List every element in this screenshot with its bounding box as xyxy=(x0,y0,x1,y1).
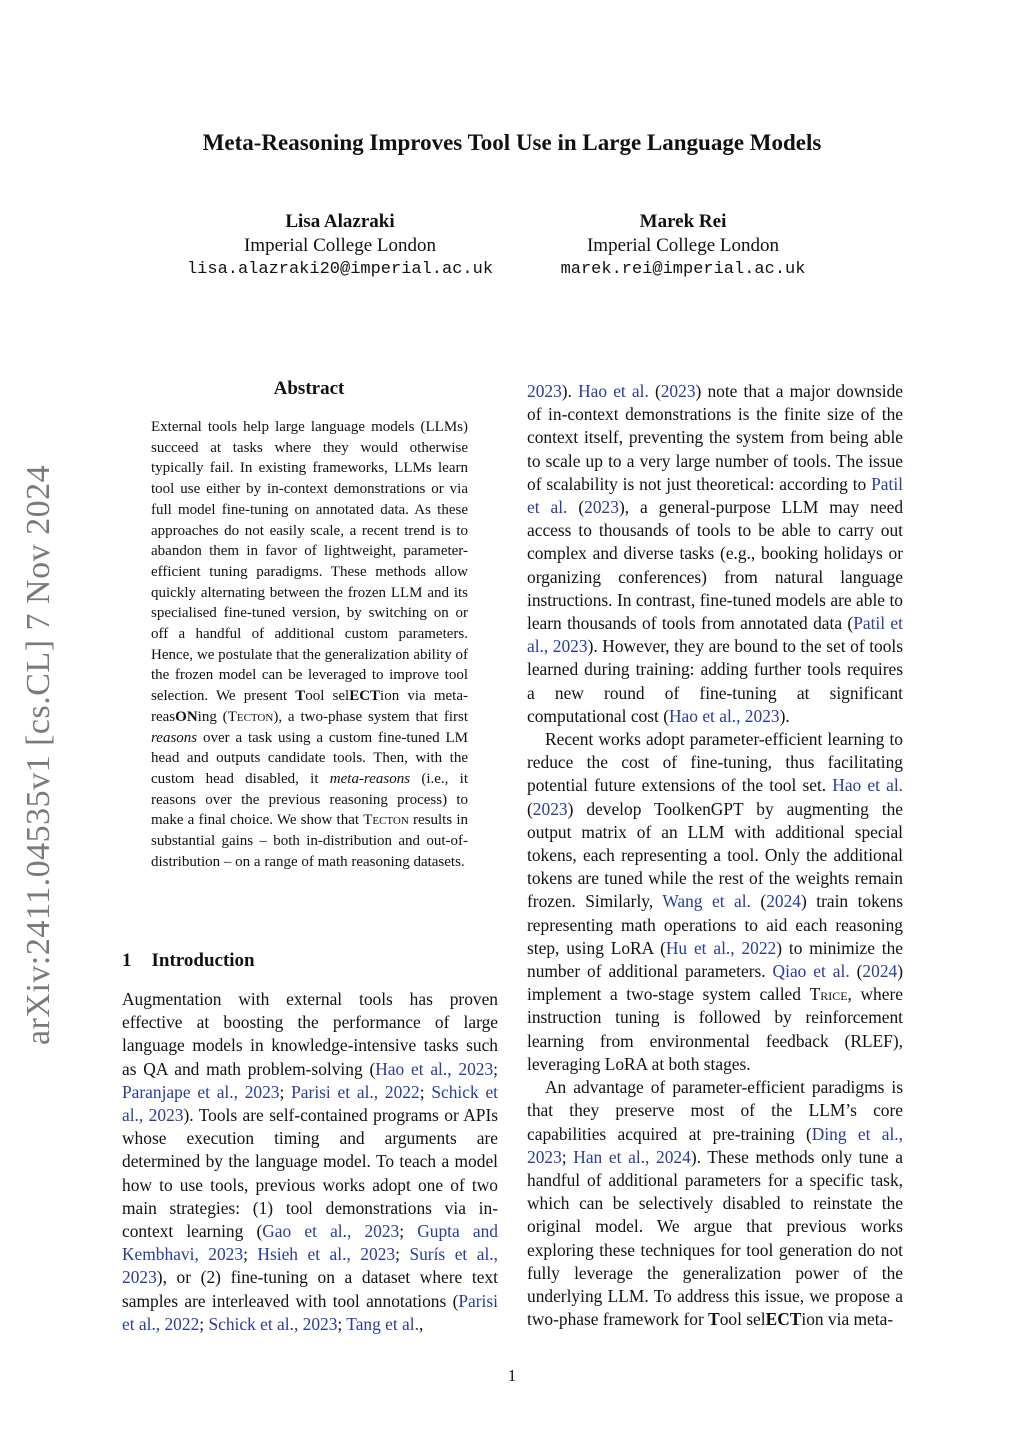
citation-link[interactable]: Hao et al., 2023 xyxy=(669,705,780,726)
citation-link[interactable]: Parisi et al., 2022 xyxy=(122,1290,498,1334)
author-name: Lisa Alazraki xyxy=(285,211,395,232)
right-column xyxy=(527,380,903,1331)
citation-link[interactable]: Hao et al. xyxy=(832,775,903,796)
citation-link[interactable]: Hu et al., 2022 xyxy=(665,937,777,958)
citation-link[interactable]: 2023 xyxy=(527,381,562,401)
abstract-text: External tools help large language models (LLMs) succeed at tasks where they would otherwise typically fail. In existing frameworks, LLMs learn tool use either by in-context demonstrations or via full model fine-tuning on annotated data. As these approaches do not easily scale, a recent trend is to abandon them in favor of lightweight, parameter-efficient tuning paradigms. These methods allow quickly alternating between the frozen LLM and its specialised fine-tuned version, by switching on or off a handful of additional custom parameters. Hence, we postulate that the generalization ability of the frozen model can be leveraged to improve tool selection. We present Tool selECTion via meta-reasONing (Tecton), a two-phase system that first reasons over a task using a custom fine-tuned LM head and outputs candidate tools. Then, with the custom head disabled, it meta-reasons (i.e., it reasons over the previous reasoning process) to make a final choice. We show that Tecton results in substantial gains – both in-distribution and out-of-distribution – on a range of math reasoning datasets. xyxy=(151,419,468,870)
citation-link[interactable]: Hsieh et al., 2023 xyxy=(257,1244,396,1265)
citation-link[interactable]: Patil et al., 2023 xyxy=(527,613,903,657)
citation-link[interactable]: Ding et al., 2023 xyxy=(527,1123,903,1167)
citation-link[interactable]: Hao et al., 2023 xyxy=(375,1058,494,1079)
citation-link[interactable]: Schick et al., 2023 xyxy=(208,1313,338,1334)
author-affiliation: Imperial College London xyxy=(586,235,780,256)
section-heading-introduction: 1 Introduction xyxy=(122,950,255,971)
arxiv-stamp: arXiv:2411.04535v1 [cs.CL] 7 Nov 2024 xyxy=(20,464,57,1045)
citation-link[interactable]: 2024 xyxy=(862,961,898,982)
citation-link[interactable]: Paranjape et al., 2023 xyxy=(122,1081,280,1102)
author-block-1 xyxy=(170,210,510,282)
author-email: lisa.alazraki20@imperial.ac.uk xyxy=(186,260,494,279)
citation-link[interactable]: Parisi et al., 2022 xyxy=(291,1081,420,1102)
citation-link[interactable]: Qiao et al. xyxy=(772,961,850,982)
citation-link[interactable]: Surís et al., 2023 xyxy=(122,1244,498,1288)
author-block-2 xyxy=(513,210,853,282)
body-paragraph: An advantage of parameter-efficient paradigms is that they preserve most of the LLM’s core capabilities acquired at pre-training (Ding et al., 2023; Han et al., 2024). These methods only tune a handful of additional parameters for a specific task, which can be selectively disabled to reinstate the original model. We argue that previous works exploring these techniques for tool generation do not fully leverage the generalization power of the underlying LLM. To address this issue, we propose a two-phase framework for Tool selECTion via meta- xyxy=(527,1077,903,1330)
author-affiliation: Imperial College London xyxy=(243,235,437,256)
citation-link[interactable]: Schick et al., 2023 xyxy=(122,1081,498,1126)
citation-link[interactable]: 2023 xyxy=(660,381,696,401)
citation-link[interactable]: 2024 xyxy=(766,891,801,912)
citation-link[interactable]: Han et al., 2024 xyxy=(573,1146,691,1167)
author-name: Marek Rei xyxy=(639,211,727,232)
citation-link[interactable]: Gupta and Kembhavi, 2023 xyxy=(122,1221,498,1265)
body-paragraph: Recent works adopt parameter-efficient learning to reduce the cost of fine-tuning, thus facilitating potential future extensions of the tool set. Hao et al. (2023) develop ToolkenGPT by augmenting the output matrix of an LLM with additional special tokens, each representing a tool. Only the additional tokens are tuned while the rest of the weights remain frozen. Similarly, Wang et al. (2024) train tokens representing math operations to aid each reasoning step, using LoRA (Hu et al., 2022) to minimize the number of additional parameters. Qiao et al. (2024) implement a two-stage system called Trice, where instruction tuning is followed by reinforcement learning from environmental feedback (RLEF), leveraging LoRA at both stages. xyxy=(527,729,903,1074)
introduction-paragraph: Augmentation with external tools has proven effective at boosting the performance of large language models in knowledge-intensive tasks such as QA and math problem-solving (Hao et al., 2023; Paranjape et al., 2023; Parisi et al., 2022; Schick et al., 2023). Tools are self-contained programs or APIs whose execution timing and arguments are determined by the language model. To teach a model how to use tools, previous works adopt one of two main strategies: (1) tool demonstrations via in-context learning (Gao et al., 2023; Gupta and Kembhavi, 2023; Hsieh et al., 2023; Surís et al., 2023), or (2) fine-tuning on a dataset where text samples are interleaved with tool annotations (Parisi et al., 2022; Schick et al., 2023; Tang et al., xyxy=(122,989,499,1334)
citation-link[interactable]: Patil et al. xyxy=(527,473,903,518)
author-email: marek.rei@imperial.ac.uk xyxy=(560,260,806,279)
citation-link[interactable]: Wang et al. xyxy=(662,891,751,912)
citation-link[interactable]: 2023 xyxy=(584,497,619,518)
citation-link[interactable]: Gao et al., 2023 xyxy=(262,1221,400,1242)
body-paragraph: 2023). Hao et al. (2023) note that a major downside of in-context demonstrations is the finite size of the context itself, preventing the system from being able to scale up to a very large number of tools. The issue of scalability is not just theoretical: according to Patil et al. (2023), a general-purpose LLM may need access to thousands of tools to be able to carry out complex and diverse tasks (e.g., booking holidays or organizing conferences) from natural language instructions. In contrast, fine-tuned models are able to learn thousands of tools from annotated data (Patil et al., 2023). However, they are bound to the set of tools learned during training: adding further tools requires a new round of fine-tuning at significant computational cost (Hao et al., 2023). xyxy=(527,381,904,726)
citation-link[interactable]: 2023 xyxy=(532,798,568,819)
page-number: 1 xyxy=(507,1366,517,1385)
citation-link[interactable]: Tang et al. xyxy=(346,1313,419,1334)
citation-link[interactable]: Hao et al. xyxy=(578,381,649,401)
paper-title: Meta-Reasoning Improves Tool Use in Large Language Models xyxy=(202,130,822,155)
abstract-heading: Abstract xyxy=(273,378,345,399)
